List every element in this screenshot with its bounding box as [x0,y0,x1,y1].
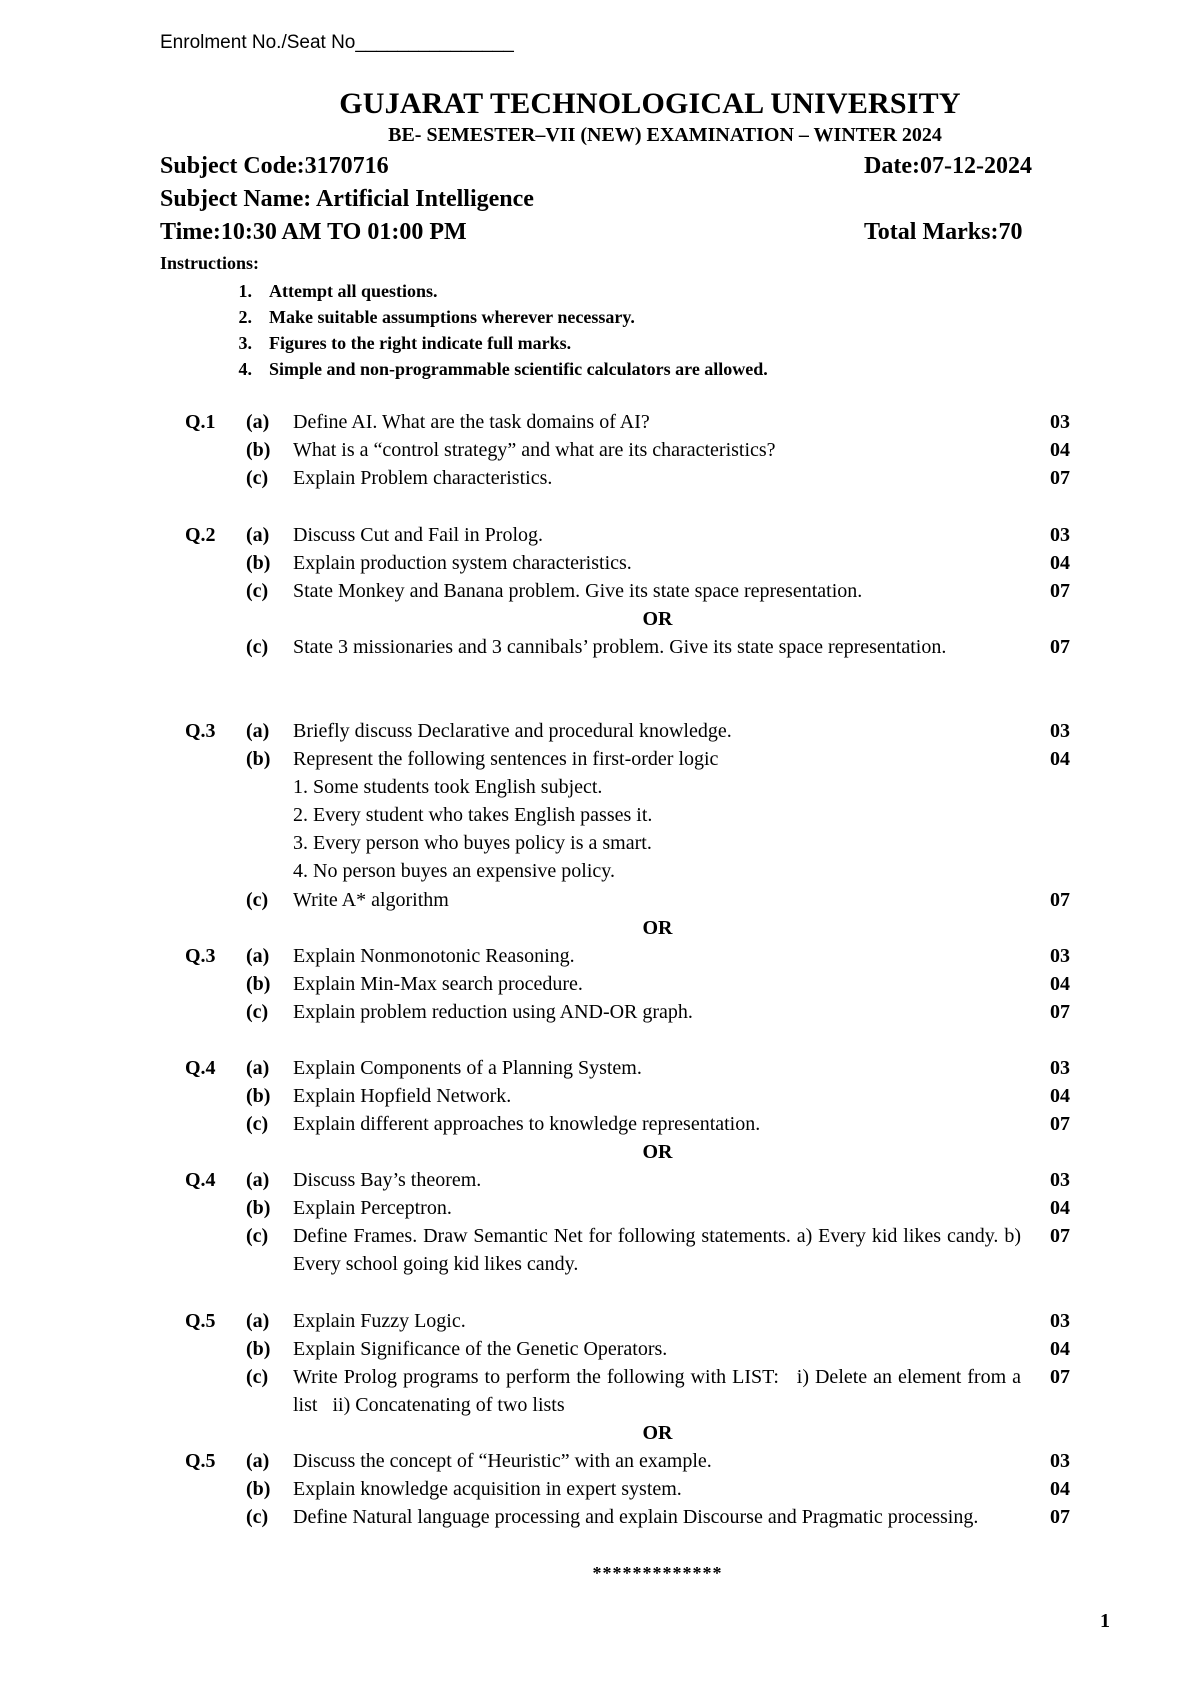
question-text: Explain Components of a Planning System. [293,1057,642,1079]
question-marks: 07 [1050,1506,1070,1528]
subquestion-label: (c) [246,889,269,911]
or-separator: OR [642,917,673,939]
question-number: Q.2 [185,524,216,546]
subquestion-label: (a) [246,524,270,546]
question-marks: 07 [1050,467,1070,489]
page-number: 1 [1100,1610,1110,1632]
subquestion-label: (b) [246,1197,271,1219]
question-marks: 03 [1050,1057,1070,1079]
question-marks: 04 [1050,439,1070,461]
question-text: Explain Hopfield Network. [293,1085,512,1107]
subquestion-label: (c) [246,1366,269,1388]
exam-date: Date:07-12-2024 [864,153,1032,179]
question-text: Write A* algorithm [293,889,449,911]
question-text: Discuss Cut and Fail in Prolog. [293,524,544,546]
question-text: Explain knowledge acquisition in expert system. [293,1478,682,1500]
subquestion-label: (a) [246,1057,270,1079]
question-text: Define Frames. Draw Semantic Net for following statements. a) Every kid likes candy. b) Every school going kid likes candy. [293,1225,1021,1275]
exam-title: BE- SEMESTER–VII (NEW) EXAMINATION – WINTER 2024 [388,124,942,146]
question-marks: 07 [1050,1113,1070,1135]
instruction-number: 1. [238,281,252,301]
enrolment-seat-field: Enrolment No./Seat No_______________ [160,32,514,53]
instruction-text: Figures to the right indicate full marks. [269,333,572,353]
question-marks: 07 [1050,1366,1070,1388]
question-number: Q.5 [185,1310,216,1332]
question-text: Represent the following sentences in first-order logic [293,748,719,770]
total-marks: Total Marks:70 [864,219,1023,245]
subquestion-label: (b) [246,1478,271,1500]
subquestion-label: (c) [246,467,269,489]
question-marks: 03 [1050,411,1070,433]
question-marks: 03 [1050,1450,1070,1472]
instruction-text: Attempt all questions. [269,281,438,301]
question-marks: 07 [1050,636,1070,658]
logic-sentence: 2. Every student who takes English passes it. [293,804,653,826]
subquestion-label: (a) [246,1310,270,1332]
or-separator: OR [642,608,673,630]
question-number: Q.1 [185,411,216,433]
or-separator: OR [642,1422,673,1444]
question-text: Explain Min-Max search procedure. [293,973,583,995]
question-marks: 04 [1050,1085,1070,1107]
question-marks: 03 [1050,1169,1070,1191]
subquestion-label: (b) [246,973,271,995]
question-marks: 04 [1050,1197,1070,1219]
question-marks: 07 [1050,580,1070,602]
subquestion-label: (a) [246,945,270,967]
subquestion-label: (c) [246,1113,269,1135]
question-marks: 04 [1050,973,1070,995]
question-marks: 07 [1050,889,1070,911]
instruction-number: 3. [238,333,252,353]
question-text: Explain problem reduction using AND-OR graph. [293,1001,693,1023]
subject-name: Subject Name: Artificial Intelligence [160,186,534,212]
university-title: GUJARAT TECHNOLOGICAL UNIVERSITY [339,87,961,120]
subquestion-label: (b) [246,552,271,574]
question-text: Discuss Bay’s theorem. [293,1169,482,1191]
question-marks: 04 [1050,748,1070,770]
subquestion-label: (b) [246,1338,271,1360]
question-marks: 03 [1050,1310,1070,1332]
or-separator: OR [642,1141,673,1163]
question-number: Q.5 [185,1450,216,1472]
subquestion-label: (b) [246,748,271,770]
question-text: Explain Fuzzy Logic. [293,1310,466,1332]
subquestion-label: (a) [246,411,270,433]
question-text: Explain Problem characteristics. [293,467,553,489]
subquestion-label: (c) [246,1225,269,1247]
question-marks: 07 [1050,1225,1070,1247]
subquestion-label: (b) [246,439,271,461]
subquestion-label: (c) [246,636,269,658]
question-marks: 03 [1050,720,1070,742]
instruction-number: 4. [238,359,252,379]
logic-sentence: 4. No person buyes an expensive policy. [293,860,615,882]
question-text: Define AI. What are the task domains of AI? [293,411,650,433]
question-marks: 07 [1050,1001,1070,1023]
instruction-text: Make suitable assumptions wherever necessary. [269,307,635,327]
question-text: State 3 missionaries and 3 cannibals’ problem. Give its state space representation. [293,636,947,658]
instruction-text: Simple and non-programmable scientific calculators are allowed. [269,359,768,379]
instructions-heading: Instructions: [160,253,260,273]
subquestion-label: (c) [246,1506,269,1528]
subquestion-label: (a) [246,1169,270,1191]
question-marks: 03 [1050,945,1070,967]
question-text: Define Natural language processing and explain Discourse and Pragmatic processing. [293,1506,979,1528]
question-text: Explain different approaches to knowledge representation. [293,1113,761,1135]
logic-sentence: 3. Every person who buyes policy is a smart. [293,832,652,854]
subquestion-label: (b) [246,1085,271,1107]
question-text: Discuss the concept of “Heuristic” with an example. [293,1450,712,1472]
question-text: Briefly discuss Declarative and procedural knowledge. [293,720,732,742]
question-marks: 04 [1050,552,1070,574]
instruction-number: 2. [238,307,252,327]
subquestion-label: (a) [246,1450,270,1472]
question-number: Q.3 [185,945,216,967]
question-number: Q.4 [185,1057,216,1079]
subquestion-label: (c) [246,580,269,602]
question-text: What is a “control strategy” and what are its characteristics? [293,439,776,461]
question-text: Explain Nonmonotonic Reasoning. [293,945,575,967]
subquestion-label: (a) [246,720,270,742]
subquestion-label: (c) [246,1001,269,1023]
question-text: Explain Perceptron. [293,1197,452,1219]
question-text: Explain Significance of the Genetic Operators. [293,1338,668,1360]
question-marks: 03 [1050,524,1070,546]
question-marks: 04 [1050,1478,1070,1500]
question-number: Q.3 [185,720,216,742]
exam-time: Time:10:30 AM TO 01:00 PM [160,219,467,245]
end-of-paper-marker: ************* [592,1563,723,1583]
question-text: State Monkey and Banana problem. Give its state space representation. [293,580,863,602]
question-number: Q.4 [185,1169,216,1191]
logic-sentence: 1. Some students took English subject. [293,776,603,798]
question-text: Explain production system characteristics. [293,552,632,574]
subject-code: Subject Code:3170716 [160,153,389,179]
question-marks: 04 [1050,1338,1070,1360]
question-text: Write Prolog programs to perform the following with LIST: i) Delete an element from a list ii) Concatenating of two lists [293,1366,1026,1416]
